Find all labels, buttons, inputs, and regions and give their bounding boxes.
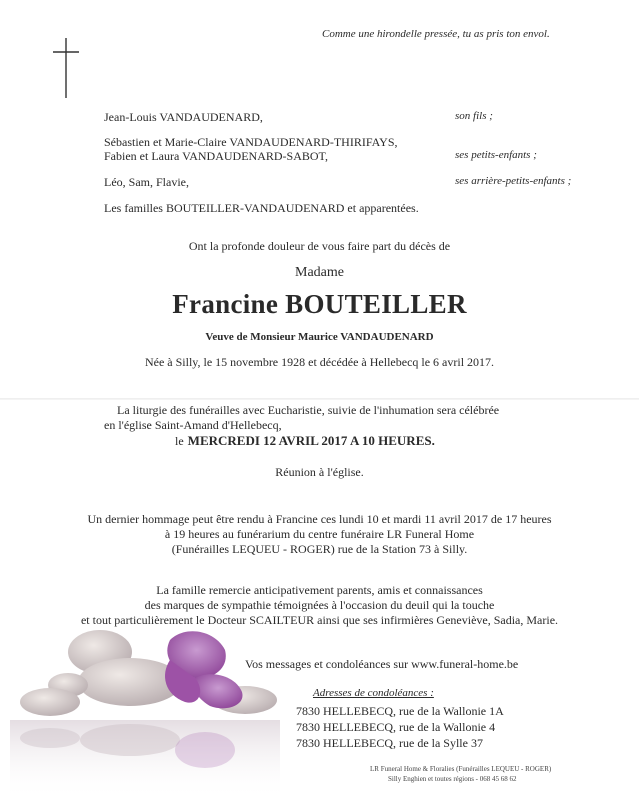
condolences-website: Vos messages et condoléances sur www.funeral-home.be (245, 657, 519, 671)
cross-icon (51, 38, 81, 98)
widow-of: Veuve de Monsieur Maurice VANDAUDENARD (205, 331, 434, 343)
funeral-date-line (175, 432, 435, 450)
honorific: Madame (295, 265, 344, 280)
thanks-line: et tout particulièrement le Docteur SCAILTEUR ainsi que ses infirmières Geneviève, Sadia, Marie. (80, 613, 559, 627)
address-line: 7830 HELLEBECQ, rue de la Sylle 37 (296, 736, 483, 750)
address-line: 7830 HELLEBECQ, rue de la Wallonie 4 (296, 720, 496, 734)
address-line: 7830 HELLEBECQ, rue de la Wallonie 1A (296, 704, 504, 718)
family-line: Fabien et Laura VANDAUDENARD-SABOT, (104, 149, 328, 163)
funeral-home-contact: Silly Enghien et toutes régions - 068 45 68 62 (388, 775, 517, 783)
family-line: Jean-Louis VANDAUDENARD, (104, 110, 263, 124)
paper-fold-line (0, 398, 639, 400)
meeting-note: Réunion à l'église. (275, 465, 364, 479)
homage-line: Un dernier hommage peut être rendu à Francine ces lundi 10 et mardi 11 avril 2017 de 17 heures (87, 512, 552, 526)
family-line: Léo, Sam, Flavie, (104, 175, 189, 189)
homage-line: (Funérailles LEQUEU - ROGER) rue de la Station 73 à Silly. (171, 542, 468, 556)
thanks-line: La famille remercie anticipativement parents, amis et connaissances (156, 583, 483, 597)
liturgy-line: La liturgie des funérailles avec Eucharistie, suivie de l'inhumation sera célébrée (117, 403, 500, 417)
family-role: ses petits-enfants ; (455, 149, 537, 161)
family-role: son fils ; (455, 110, 493, 122)
epigraph: Comme une hirondelle pressée, tu as pris ton envol. (322, 28, 550, 40)
stones-orchid-image (10, 620, 280, 800)
funeral-home-footer: LR Funeral Home & Floralies (Funérailles LEQUEU - ROGER) (370, 765, 552, 773)
funeral-date: MERCREDI 12 AVRIL 2017 A 10 HEURES. (187, 433, 435, 448)
birth-death: Née à Silly, le 15 novembre 1928 et décédée à Hellebecq le 6 avril 2017. (144, 355, 495, 369)
announcement: Ont la profonde douleur de vous faire part du décès de (188, 239, 451, 253)
liturgy-line: en l'église Saint-Amand d'Hellebecq, (104, 418, 282, 432)
family-line: Les familles BOUTEILLER-VANDAUDENARD et apparentées. (104, 201, 419, 215)
family-role: ses arrière-petits-enfants ; (455, 175, 572, 187)
deceased-name: Francine BOUTEILLER (172, 289, 467, 319)
thanks-line: des marques de sympathie témoignées à l'occasion du deuil qui la touche (144, 598, 495, 612)
family-line: Sébastien et Marie-Claire VANDAUDENARD-THIRIFAYS, (104, 135, 398, 149)
addresses-title: Adresses de condoléances : (313, 687, 434, 699)
homage-line: à 19 heures au funérarium du centre funéraire LR Funeral Home (164, 527, 475, 541)
date-prefix: le (175, 434, 184, 448)
